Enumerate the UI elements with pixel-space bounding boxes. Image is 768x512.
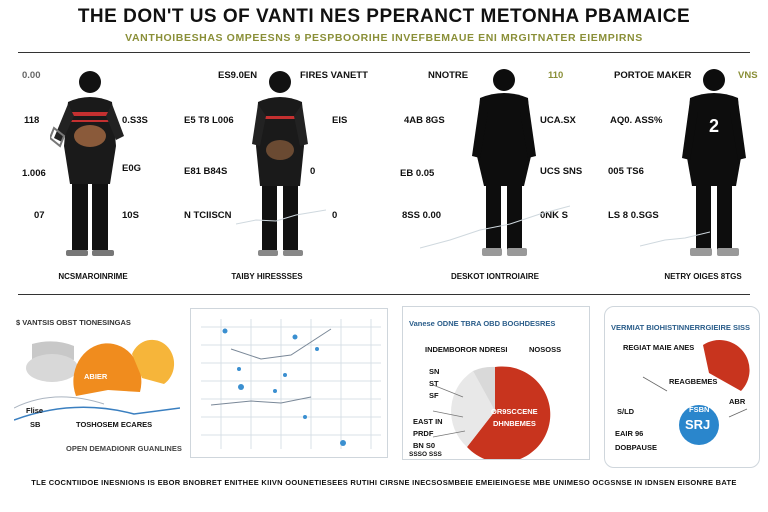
athlete-2-trend-line (236, 206, 326, 226)
panel-1-header: $ VANTSIS OBST TIONESINGAS (16, 318, 131, 327)
athlete-1-stat-2-right: E0G (122, 163, 142, 174)
panel-1-graphic (14, 308, 180, 456)
page-title: THE DON'T US OF VANTI NES PPERANCT METONHA PBAMAICE (77, 6, 691, 27)
athlete-2-header-left: ES9.0EN (218, 70, 258, 81)
svg-text:2: 2 (708, 116, 720, 136)
panel-1-bottom-1: TOSHOSEM ECARES (76, 420, 153, 429)
athlete-3-header-left: NNOTRE (428, 70, 469, 81)
panel-3-left-3: SF (429, 391, 439, 400)
athlete-1-caption: NCSMAROINRIME (58, 272, 128, 281)
athlete-1-stat-3-left: 07 (34, 210, 45, 221)
athlete-3-trend-line (420, 200, 570, 250)
panel-1-bottom-2: OPEN DEMADIONR GUANLINES (66, 444, 182, 453)
athlete-2-stat-3-right: 0 (332, 210, 338, 221)
athlete-1-stat-1-right: 0.S3S (122, 115, 148, 126)
athlete-4-caption: NETRY OIGES 8TGS (664, 272, 742, 281)
athlete-2-stat-3-left: N TCIISCN (184, 210, 232, 221)
athlete-2-stat-2-right: 0 (310, 166, 316, 177)
athlete-4-header-left: PORTOE MAKER (614, 70, 692, 81)
athlete-3-stat-3-right: 0NK S (540, 210, 568, 221)
athlete-3-caption: DESKOT IONTROIAIRE (450, 272, 539, 281)
athlete-4-stat-2-left: 005 TS6 (608, 166, 644, 177)
panel-3-left-6: BN S0 (413, 441, 436, 450)
panel-4-bubble-main: SRJ (685, 417, 711, 432)
athlete-4-trend-line (640, 228, 710, 248)
athlete-3-stat-2-right: UCS SNS (540, 166, 583, 177)
panel-3-sub-right: NOSOSS (529, 345, 562, 354)
athlete-3-stat-1-right: UCA.SX (540, 115, 576, 126)
athlete-1-stat-1-left: 118 (24, 115, 40, 126)
athlete-1-header-left: 0.00 (22, 70, 41, 81)
panel-1-left-small-2: SB (30, 420, 41, 429)
athlete-4-stat-1-left: AQ0. ASS (610, 115, 654, 126)
middle-divider (18, 294, 750, 295)
athlete-4-stat-3-left: LS 8 0.SGS (608, 210, 659, 221)
panel-4-label-5: DOBPAUSE (615, 443, 657, 452)
panel-2-grid (191, 309, 387, 457)
panel-3-left-1: SN (429, 367, 440, 376)
athlete-4-header-right: VNS (738, 70, 758, 81)
top-divider (18, 52, 750, 53)
page-subtitle: VANTHOIBESHAS OMPEESNS 9 PESPBOORIHE INVEFBEMAUE ENI MRGITNATER EIEMPIRNS (125, 32, 643, 44)
panel-3-left-4: EAST IN (413, 417, 443, 426)
panel-4-arrow-note: ABR (729, 397, 746, 406)
panel-3-left-5: PRDF (413, 429, 434, 438)
panel-4-label-3: S/LD (617, 407, 635, 416)
panel-4-label-1: REGIAT MAIE ANES (623, 343, 695, 352)
panel-3-left-2: ST (429, 379, 439, 388)
panel-1 (14, 308, 180, 456)
panel-4-label-4: EAIR 96 (615, 429, 644, 438)
panel-2 (190, 308, 388, 458)
athlete-2-stat-2-left: E81 B84S (184, 166, 228, 177)
panel-3-pie-label-1: OR9SCCENE (491, 407, 538, 416)
athlete-3-stat-3-left: 8SS 0.00 (402, 210, 442, 221)
athlete-3-stat-1-left: 4AB 8GS (404, 115, 445, 126)
athlete-4-stat-1-right: % (654, 115, 663, 126)
panel-3-left-7: SSSO SSS (409, 451, 442, 458)
athlete-2-header-right: FIRES VANETT (300, 70, 368, 81)
panel-3-sub-left: INDEMBOROR NDRESI (425, 345, 508, 354)
panel-1-donut-label: ABIER (84, 372, 108, 381)
panel-4 (604, 306, 760, 468)
panel-4-header: VERMIAT BIOHISTINNERRGIEIRE SISS (611, 323, 751, 332)
panel-3-header: Vanese ODNE TBRA OBD BOGHDESRES (409, 319, 556, 328)
panel-4-bubble-top: FSBN (689, 405, 710, 414)
athlete-2-stat-1-left: E5 T8 L006 (184, 115, 234, 126)
athlete-3-stat-2-left: EB 0.05 (400, 168, 435, 179)
athlete-2-figure (240, 66, 320, 261)
athlete-1-figure (50, 66, 130, 261)
panel-3 (402, 306, 590, 460)
athlete-1-stat-3-right: 10S (122, 210, 139, 221)
panel-1-left-small-1: Flise (26, 406, 44, 415)
athlete-2-caption: TAIBY HIRESSSES (231, 272, 303, 281)
athlete-1-stat-2-left: 1.006 (22, 168, 46, 179)
athlete-2-stat-1-right: EIS (332, 115, 348, 126)
footer-text: TLE COCNTIIDOE INESNIONS IS EBOR BNOBRET ENITHEE KIIVN OOUNETIESEES RUTIHI CIRSNE INECSOSMBEIE EMEIEINGESE MBE UNIMESO OCGSNSE IN IDNSEN EISONRE BATE (31, 478, 737, 487)
panel-4-label-2: REAGBEMES (669, 377, 718, 386)
athlete-3-header-right: 110 (548, 70, 564, 81)
panel-3-pie-label-2: DHNBEMES (493, 419, 536, 428)
